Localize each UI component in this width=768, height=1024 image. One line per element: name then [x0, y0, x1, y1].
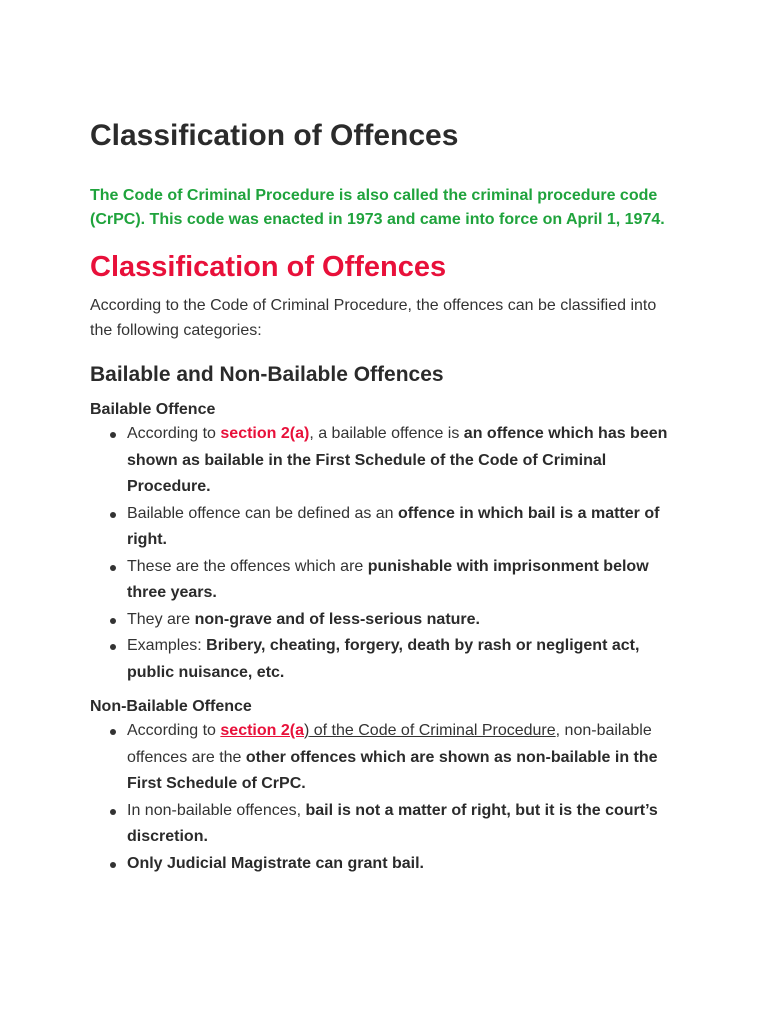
- list-item-text: According to: [127, 722, 221, 739]
- crpc-link[interactable]: of the Code of Criminal Procedure: [309, 722, 556, 739]
- bailable-subheading: Bailable and Non-Bailable Offences: [90, 363, 444, 386]
- bullet-icon: [110, 644, 116, 650]
- list-item-text: According to: [127, 425, 221, 442]
- intro-paragraph: The Code of Criminal Procedure is also called the criminal procedure code (CrPC). This code was enacted in 1973 and came into force on April 1, 1974.: [90, 187, 665, 228]
- bullet-icon: [110, 512, 116, 518]
- list-item-bold: non-grave and of less-serious nature.: [194, 610, 480, 628]
- list-item: [127, 607, 678, 634]
- bullet-icon: [110, 729, 116, 735]
- list-item: [127, 421, 678, 501]
- bullet-icon: [110, 618, 116, 624]
- list-item-bold: Bribery, cheating, forgery, death by rash or negligent act, public nuisance, etc.: [127, 637, 640, 681]
- list-item: [127, 554, 678, 607]
- list-item-text: They are: [127, 610, 195, 628]
- list-item-text: These are the offences which are: [127, 557, 368, 575]
- section-link[interactable]: section 2(a): [220, 425, 310, 442]
- bullet-icon: [110, 809, 116, 815]
- section-heading: Classification of Offences: [90, 251, 447, 283]
- list-item-text: Bailable offence can be defined as an: [127, 504, 399, 522]
- list-item-text: , a bailable offence is: [309, 425, 464, 442]
- bullet-icon: [110, 432, 116, 438]
- list-item: [127, 798, 678, 851]
- list-item: [127, 718, 678, 798]
- bailable-offence-label: Bailable Offence: [90, 401, 216, 418]
- list-item-bold: other offences which are shown as non-bailable in the First Schedule of CrPC.: [127, 748, 658, 792]
- list-item-bold: punishable with imprisonment below three years.: [127, 557, 649, 601]
- section-link[interactable]: section 2(a: [220, 722, 304, 739]
- list-item-bold: bail is not a matter of right, but it is the court’s discretion.: [127, 801, 658, 845]
- bullet-icon: [110, 565, 116, 571]
- list-item-bold: Only Judicial Magistrate can grant bail.: [127, 854, 424, 872]
- list-item-bold: an offence which has been shown as bailable in the First Schedule of the Code of Criminal Procedure.: [127, 425, 668, 495]
- list-item-bold: offence in which bail is a matter of right.: [127, 504, 660, 548]
- non-bailable-list: [90, 718, 678, 877]
- bullet-icon: [110, 862, 116, 868]
- list-item: [127, 501, 678, 554]
- section-paragraph: According to the Code of Criminal Procedure, the offences can be classified into the following categories:: [90, 297, 657, 339]
- list-item: [127, 851, 678, 878]
- bailable-list: [90, 421, 678, 686]
- page-title: Classification of Offences: [90, 119, 459, 152]
- list-item: [127, 633, 678, 686]
- non-bailable-offence-label: Non-Bailable Offence: [90, 698, 252, 715]
- section-link-tail[interactable]: ): [303, 722, 310, 739]
- list-item-text: In non-bailable offences,: [127, 801, 306, 819]
- list-item-text: Examples:: [127, 637, 207, 654]
- list-item-text: , non-bailable offences are the: [127, 722, 652, 766]
